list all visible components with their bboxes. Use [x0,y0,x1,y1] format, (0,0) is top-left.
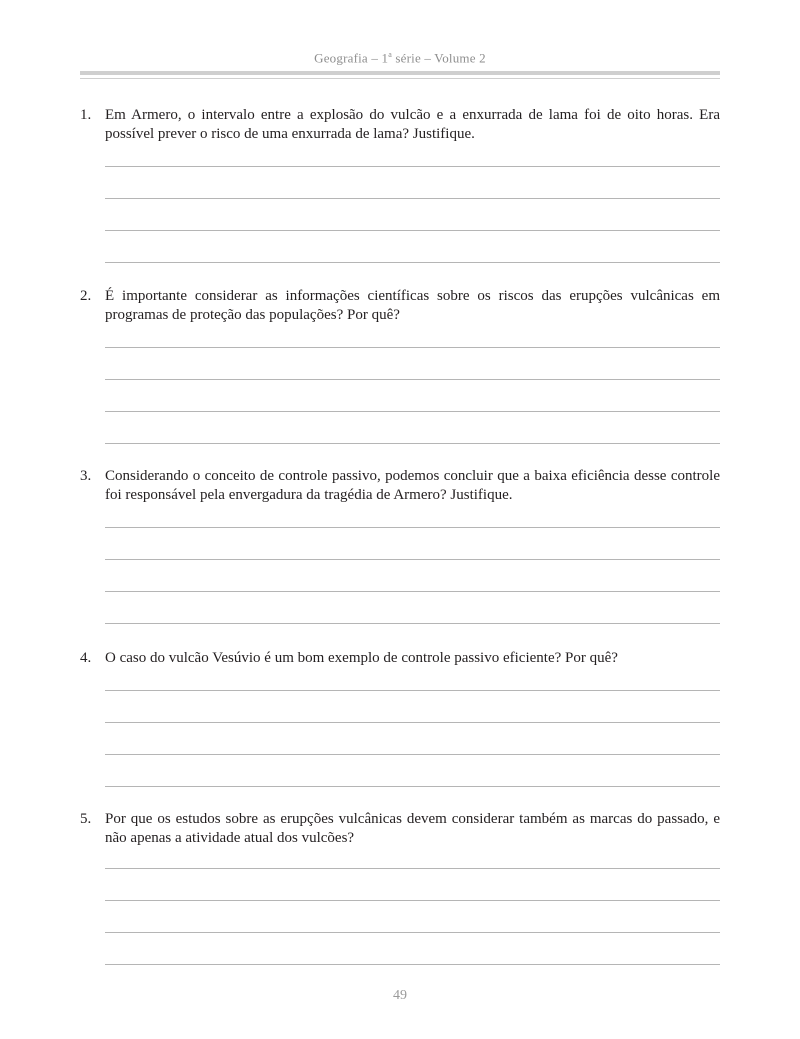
answer-line[interactable] [105,591,720,592]
answer-line[interactable] [105,722,720,723]
question-text: O caso do vulcão Vesúvio é um bom exemplo de controle passivo eficiente? Por quê? [105,650,618,666]
answer-line[interactable] [105,559,720,560]
page-number: 49 [393,988,407,1003]
answer-line[interactable] [105,868,720,869]
question-text: É importante considerar as informações científicas sobre os riscos das erupções vulcânicas em programas de proteção das populações? Por quê? [105,288,720,323]
question-number: 4. [80,650,92,666]
answer-line[interactable] [105,754,720,755]
question-text: Por que os estudos sobre as erupções vulcânicas devem considerar também as marcas do passado, e não apenas a atividade atual dos vulcões? [105,811,720,846]
question-text: Em Armero, o intervalo entre a explosão do vulcão e a enxurrada de lama foi de oito horas. Era possível prever o risco de uma enxurrada de lama? Justifique. [105,107,720,142]
answer-line[interactable] [105,900,720,901]
answer-line[interactable] [105,690,720,691]
answer-line[interactable] [105,786,720,787]
answer-line[interactable] [105,527,720,528]
header-rule [80,71,720,75]
answer-line[interactable] [105,198,720,199]
answer-line[interactable] [105,230,720,231]
question-number: 1. [80,107,92,123]
answer-line[interactable] [105,379,720,380]
question-number: 2. [80,288,92,304]
answer-line[interactable] [105,411,720,412]
question-2 [80,287,720,325]
answer-line[interactable] [105,964,720,965]
question-4 [80,649,720,668]
answer-line[interactable] [105,932,720,933]
answer-line[interactable] [105,623,720,624]
question-number: 5. [80,811,92,827]
question-text: Considerando o conceito de controle passivo, podemos concluir que a baixa eficiência desse controle foi responsável pela envergadura da tragédia de Armero? Justifique. [105,468,720,503]
header-title: Geografia – 1$^a$ série – Volume 2 [314,50,486,66]
header-rule-thin [80,78,720,79]
answer-line[interactable] [105,347,720,348]
answer-line[interactable] [105,443,720,444]
question-number: 3. [80,468,92,484]
question-1 [80,106,720,144]
question-3 [80,467,720,505]
answer-line[interactable] [105,262,720,263]
question-5 [80,810,720,848]
answer-line[interactable] [105,166,720,167]
